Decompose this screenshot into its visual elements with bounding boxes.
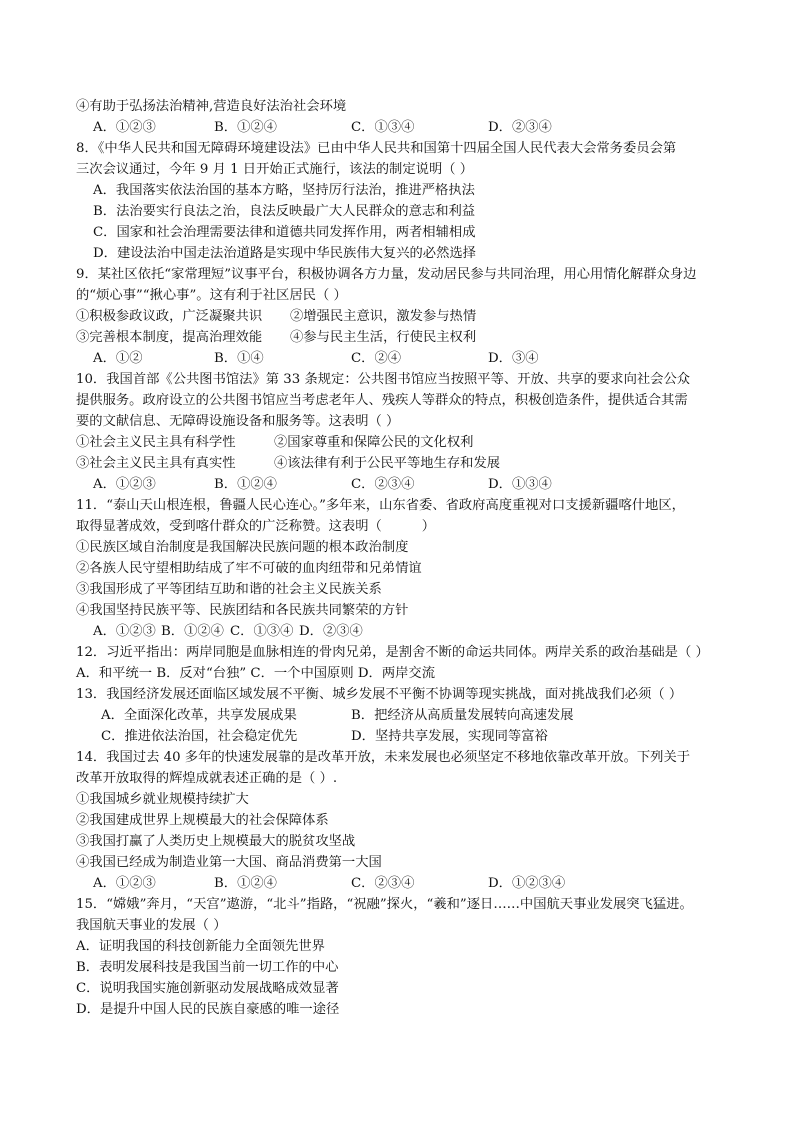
q14-option-c: C．②③④ — [351, 876, 415, 891]
q13-options-row-1 — [101, 706, 574, 726]
q13-options-row-2 — [101, 727, 548, 747]
q10-statement-3: ③社会主义民主具有真实性 — [76, 456, 236, 471]
q11-statement-2: ②各族人民守望相助结成了牢不可破的血肉纽带和兄弟情谊 — [76, 561, 422, 576]
q10-statement-2: ②国家尊重和保障公民的文化权利 — [274, 435, 474, 450]
q8-option-c: C．国家和社会治理需要法律和道德共同发挥作用，两者相辅相成 — [93, 225, 476, 240]
q10-option-c: C．②③④ — [351, 477, 415, 492]
q8-option-b: B．法治要实行良法之治，良法反映最广大人民群众的意志和利益 — [93, 204, 476, 219]
q12-options: A．和平统一 B．反对“台独” C．一个中国原则 D．两岸交流 — [76, 666, 436, 681]
q10-option-a: A．①②③ — [93, 477, 156, 492]
q11-option-b: B．①②④ — [161, 624, 224, 639]
q9-option-d: D．③④ — [488, 351, 539, 366]
q14-statement-1: ①我国城乡就业规模持续扩大 — [76, 792, 249, 807]
q10-stem-line-3: 要的文献信息、无障碍设施设备和服务等。这表明（ ） — [76, 414, 400, 429]
q15-option-d: D．是提升中国人民的民族自豪感的唯一途径 — [76, 1002, 340, 1017]
q10-statement-4: ④该法律有利于公民平等地生存和发展 — [274, 456, 501, 471]
q13-option-b: B．把经济从高质量发展转向高速发展 — [351, 708, 574, 723]
q9-option-c: C．②④ — [351, 351, 402, 366]
q14-statement-2: ②我国建成世界上规模最大的社会保障体系 — [76, 813, 329, 828]
q10-statements-row-1 — [76, 433, 474, 453]
q9-statement-4: ④参与民主生活，行使民主权利 — [290, 330, 477, 345]
q7-option-a: A．①②③ — [93, 120, 156, 135]
q11-stem-line-2: 取得显著成效，受到喀什群众的广泛称赞。这表明（ ） — [76, 519, 436, 534]
q10-statements-row-2 — [76, 454, 501, 474]
q10-stem-line-1: 10．我国首部《公共图书馆法》第 33 条规定：公共图书馆应当按照平等、开放、共享的要求向社会公众 — [76, 372, 691, 387]
q7-statement-4: ④有助于弘扬法治精神,营造良好法治社会环境 — [76, 99, 347, 114]
q8-option-d: D．建设法治中国走法治道路是实现中华民族伟大复兴的必然选择 — [93, 246, 476, 261]
q11-option-a: A．①②③ — [93, 624, 156, 639]
q13-option-d: D．坚持共享发展，实现同等富裕 — [351, 729, 548, 744]
q9-statements-row-1 — [76, 307, 477, 327]
q9-stem-line-1: 9．某社区依托“家常理短”议事平台，积极协调各方力量，发动居民参与共同治理，用心用情化解群众身边 — [76, 267, 697, 282]
q9-statements-row-2 — [76, 328, 477, 348]
q15-option-b: B．表明发展科技是我国当前一切工作的中心 — [76, 960, 339, 975]
q13-option-c: C．推进依法治国，社会稳定优先 — [101, 729, 298, 744]
q15-option-a: A．证明我国的科技创新能力全面领先世界 — [76, 939, 325, 954]
q15-option-c: C．说明我国实施创新驱动发展战略成效显著 — [76, 981, 339, 996]
q11-statement-3: ③我国形成了平等团结互助和谐的社会主义民族关系 — [76, 582, 382, 597]
q14-option-a: A．①②③ — [93, 876, 156, 891]
q11-statement-1: ①民族区域自治制度是我国解决民族问题的根本政治制度 — [76, 540, 409, 555]
q11-stem-line-1: 11．“泰山天山根连根，鲁疆人民心连心。”多年来，山东省委、省政府高度重视对口支援新疆喀什地区， — [76, 498, 685, 513]
q14-stem-line-2: 改革开放取得的辉煌成就表述正确的是（ ）. — [76, 771, 338, 786]
q13-stem: 13．我国经济发展还面临区域发展不平衡、城乡发展不平衡不协调等现实挑战，面对挑战我们必须（ ） — [76, 687, 683, 702]
q10-stem-line-2: 提供服务。政府设立的公共图书馆应当考虑老年人、残疾人等群众的特点，积极创造条件，提供适合其需 — [76, 393, 688, 408]
q9-stem-line-2: 的“烦心事”“揪心事”。这有利于社区居民（ ） — [76, 288, 347, 303]
q11-statement-4: ④我国坚持民族平等、民族团结和各民族共同繁荣的方针 — [76, 603, 409, 618]
q14-stem-line-1: 14．我国过去 40 多年的快速发展靠的是改革开放，未来发展也必须坚定不移地依靠改革开放。下列关于 — [76, 750, 691, 765]
q10-option-d: D．①③④ — [488, 477, 552, 492]
q10-option-b: B．①②④ — [214, 477, 277, 492]
q7-option-b: B．①②④ — [214, 120, 277, 135]
q15-stem-line-1: 15．“嫦娥”奔月，“天宫”遨游，“北斗”指路，“祝融”探火，“羲和”逐日……中国航天事业发展突飞猛进。 — [76, 897, 693, 912]
q14-statement-4: ④我国已经成为制造业第一大国、商品消费第一大国 — [76, 855, 382, 870]
q7-option-c: C．①③④ — [351, 120, 415, 135]
q9-statement-1: ①积极参政议政，广泛凝聚共识 — [76, 309, 263, 324]
q8-option-a: A．我国落实依法治国的基本方略，坚持厉行法治，推进严格执法 — [93, 183, 475, 198]
q14-statement-3: ③我国打赢了人类历史上规模最大的脱贫攻坚战 — [76, 834, 356, 849]
q9-option-a: A．①② — [93, 351, 143, 366]
q12-stem: 12．习近平指出：两岸同胞是血脉相连的骨肉兄弟，是割舍不断的命运共同体。两岸关系的政治基础是（ ） — [76, 645, 709, 660]
q14-option-d: D．①②③④ — [488, 876, 566, 891]
q9-statement-2: ②增强民主意识，激发参与热情 — [290, 309, 477, 324]
q9-option-b: B．①④ — [214, 351, 264, 366]
q11-option-c: C．①③④ — [230, 624, 294, 639]
q8-stem-line-2: 三次会议通过，今年 9 月 1 日开始正式施行，该法的制定说明（ ） — [76, 162, 474, 177]
q14-option-b: B．①②④ — [214, 876, 277, 891]
q11-option-d: D．②③④ — [299, 624, 363, 639]
q9-statement-3: ③完善根本制度，提高治理效能 — [76, 330, 263, 345]
q15-stem-line-2: 我国航天事业的发展（ ） — [76, 918, 227, 933]
q7-option-d: D．②③④ — [488, 120, 552, 135]
q8-stem-line-1: 8．《中华人民共和国无障碍环境建设法》已由中华人民共和国第十四届全国人民代表大会常务委员会第 — [76, 141, 677, 156]
q10-statement-1: ①社会主义民主具有科学性 — [76, 435, 236, 450]
q13-option-a: A．全面深化改革，共享发展成果 — [101, 708, 297, 723]
